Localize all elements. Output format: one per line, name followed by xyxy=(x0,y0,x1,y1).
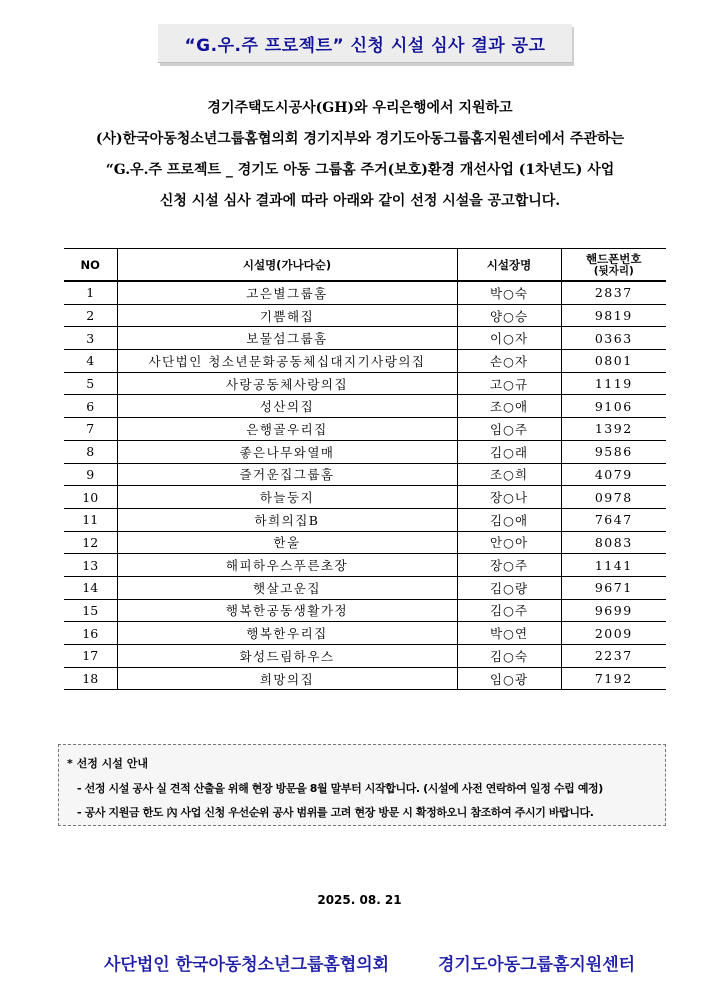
row-number: 2 xyxy=(64,304,117,327)
phone-last-digits: 9671 xyxy=(561,576,666,599)
row-number: 8 xyxy=(64,440,117,463)
manager-name: 박○연 xyxy=(457,622,561,645)
manager-name: 장○나 xyxy=(457,486,561,509)
manager-name: 양○승 xyxy=(457,304,561,327)
phone-last-digits: 7647 xyxy=(561,508,666,531)
phone-last-digits: 1392 xyxy=(561,418,666,441)
facility-name: 하늘둥지 xyxy=(117,486,457,509)
facility-name: 좋은나무와열매 xyxy=(117,440,457,463)
header-phone-label: 핸드폰번호 xyxy=(585,251,642,266)
notice-heading: * 선정 시설 안내 xyxy=(67,757,148,770)
organization-name: 경기도아동그룹홈지원센터 xyxy=(438,955,636,975)
table-row xyxy=(64,531,666,554)
row-number: 7 xyxy=(64,418,117,441)
facility-name: 기쁨해집 xyxy=(117,304,457,327)
table-row xyxy=(64,554,666,577)
selected-facilities-table xyxy=(64,248,666,690)
row-number: 11 xyxy=(64,508,117,531)
announcement-date: 2025. 08. 21 xyxy=(317,893,402,907)
manager-name: 임○주 xyxy=(457,418,561,441)
phone-last-digits: 1119 xyxy=(561,372,666,395)
facility-name: 햇살고운집 xyxy=(117,576,457,599)
table-row xyxy=(64,667,666,690)
intro-line: 경기주택도시공사(GH)와 우리은행에서 지원하고 xyxy=(207,100,513,116)
facility-name: 희망의집 xyxy=(117,667,457,690)
table-row xyxy=(64,463,666,486)
phone-last-digits: 0801 xyxy=(561,350,666,373)
manager-name: 안○아 xyxy=(457,531,561,554)
table-row xyxy=(64,304,666,327)
phone-last-digits: 0363 xyxy=(561,327,666,350)
header-phone xyxy=(561,249,666,282)
table-row xyxy=(64,486,666,509)
phone-last-digits: 9586 xyxy=(561,440,666,463)
row-number: 3 xyxy=(64,327,117,350)
manager-name: 김○래 xyxy=(457,440,561,463)
table-row xyxy=(64,372,666,395)
facility-name: 행복한우리집 xyxy=(117,622,457,645)
table-row xyxy=(64,281,666,304)
row-number: 5 xyxy=(64,372,117,395)
facility-name: 해피하우스푸른초장 xyxy=(117,554,457,577)
manager-name: 고○규 xyxy=(457,372,561,395)
table-row xyxy=(64,576,666,599)
header-manager-name: 시설장명 xyxy=(457,249,561,282)
header-no: NO xyxy=(64,249,117,282)
manager-name: 이○자 xyxy=(457,327,561,350)
row-number: 12 xyxy=(64,531,117,554)
manager-name: 김○애 xyxy=(457,508,561,531)
facility-name: 사단법인 청소년문화공동체십대지기사랑의집 xyxy=(117,350,457,373)
table-row xyxy=(64,395,666,418)
facility-name: 사랑공동체사랑의집 xyxy=(117,372,457,395)
phone-last-digits: 4079 xyxy=(561,463,666,486)
table-row xyxy=(64,508,666,531)
facility-name: 화성드림하우스 xyxy=(117,645,457,668)
table-row xyxy=(64,418,666,441)
phone-last-digits: 1141 xyxy=(561,554,666,577)
manager-name: 장○주 xyxy=(457,554,561,577)
phone-last-digits: 7192 xyxy=(561,667,666,690)
facility-name: 행복한공동생활가정 xyxy=(117,599,457,622)
row-number: 16 xyxy=(64,622,117,645)
notice-line: - 공사 지원금 한도 內 사업 신청 우선순위 공사 범위를 고려 현장 방문 시 확정하오니 참조하여 주시기 바랍니다. xyxy=(77,806,594,819)
manager-name: 조○애 xyxy=(457,395,561,418)
intro-paragraph xyxy=(40,93,680,217)
manager-name: 박○숙 xyxy=(457,281,561,304)
manager-name: 임○광 xyxy=(457,667,561,690)
phone-last-digits: 2837 xyxy=(561,281,666,304)
row-number: 10 xyxy=(64,486,117,509)
manager-name: 김○주 xyxy=(457,599,561,622)
row-number: 1 xyxy=(64,281,117,304)
phone-last-digits: 2009 xyxy=(561,622,666,645)
facility-name: 은행골우리집 xyxy=(117,418,457,441)
phone-last-digits: 8083 xyxy=(561,531,666,554)
row-number: 18 xyxy=(64,667,117,690)
row-number: 17 xyxy=(64,645,117,668)
header-facility-name: 시설명(가나다순) xyxy=(117,249,457,282)
phone-last-digits: 9699 xyxy=(561,599,666,622)
intro-line: “G.우.주 프로젝트 _ 경기도 아동 그룹홈 주거(보호)환경 개선사업 (1차년도) 사업 xyxy=(105,162,615,178)
table-row xyxy=(64,622,666,645)
row-number: 15 xyxy=(64,599,117,622)
table-row xyxy=(64,645,666,668)
intro-line: (사)한국아동청소년그룹홈협의회 경기지부와 경기도아동그룹홈지원센터에서 주관하는 xyxy=(95,131,625,147)
row-number: 13 xyxy=(64,554,117,577)
row-number: 14 xyxy=(64,576,117,599)
facility-name: 보물섬그룹홈 xyxy=(117,327,457,350)
manager-name: 손○자 xyxy=(457,350,561,373)
table-row xyxy=(64,350,666,373)
header-phone-sublabel: (뒷자리) xyxy=(593,264,634,277)
phone-last-digits: 9819 xyxy=(561,304,666,327)
phone-last-digits: 9106 xyxy=(561,395,666,418)
table-row xyxy=(64,599,666,622)
facility-name: 즐거운집그룹홈 xyxy=(117,463,457,486)
facility-name: 고은별그룹홈 xyxy=(117,281,457,304)
phone-last-digits: 2237 xyxy=(561,645,666,668)
manager-name: 조○희 xyxy=(457,463,561,486)
row-number: 6 xyxy=(64,395,117,418)
manager-name: 김○량 xyxy=(457,576,561,599)
selection-notice-box xyxy=(58,744,666,826)
row-number: 4 xyxy=(64,350,117,373)
page-title: “G.우.주 프로젝트” 신청 시설 심사 결과 공고 xyxy=(158,24,572,63)
manager-name: 김○숙 xyxy=(457,645,561,668)
notice-line: - 선정 시설 공사 실 견적 산출을 위해 현장 방문을 8월 말부터 시작합니다. (시설에 사전 연락하여 일정 수립 예정) xyxy=(77,782,603,795)
row-number: 9 xyxy=(64,463,117,486)
phone-last-digits: 0978 xyxy=(561,486,666,509)
intro-line: 신청 시설 심사 결과에 따라 아래와 같이 선정 시설을 공고합니다. xyxy=(159,193,561,209)
facility-name: 하희의집B xyxy=(117,508,457,531)
facility-name: 성산의집 xyxy=(117,395,457,418)
table-row xyxy=(64,327,666,350)
facility-name: 한울 xyxy=(117,531,457,554)
table-header-row xyxy=(64,249,666,282)
organization-name: 사단법인 한국아동청소년그룹홈협의회 xyxy=(104,955,390,975)
table-row xyxy=(64,440,666,463)
